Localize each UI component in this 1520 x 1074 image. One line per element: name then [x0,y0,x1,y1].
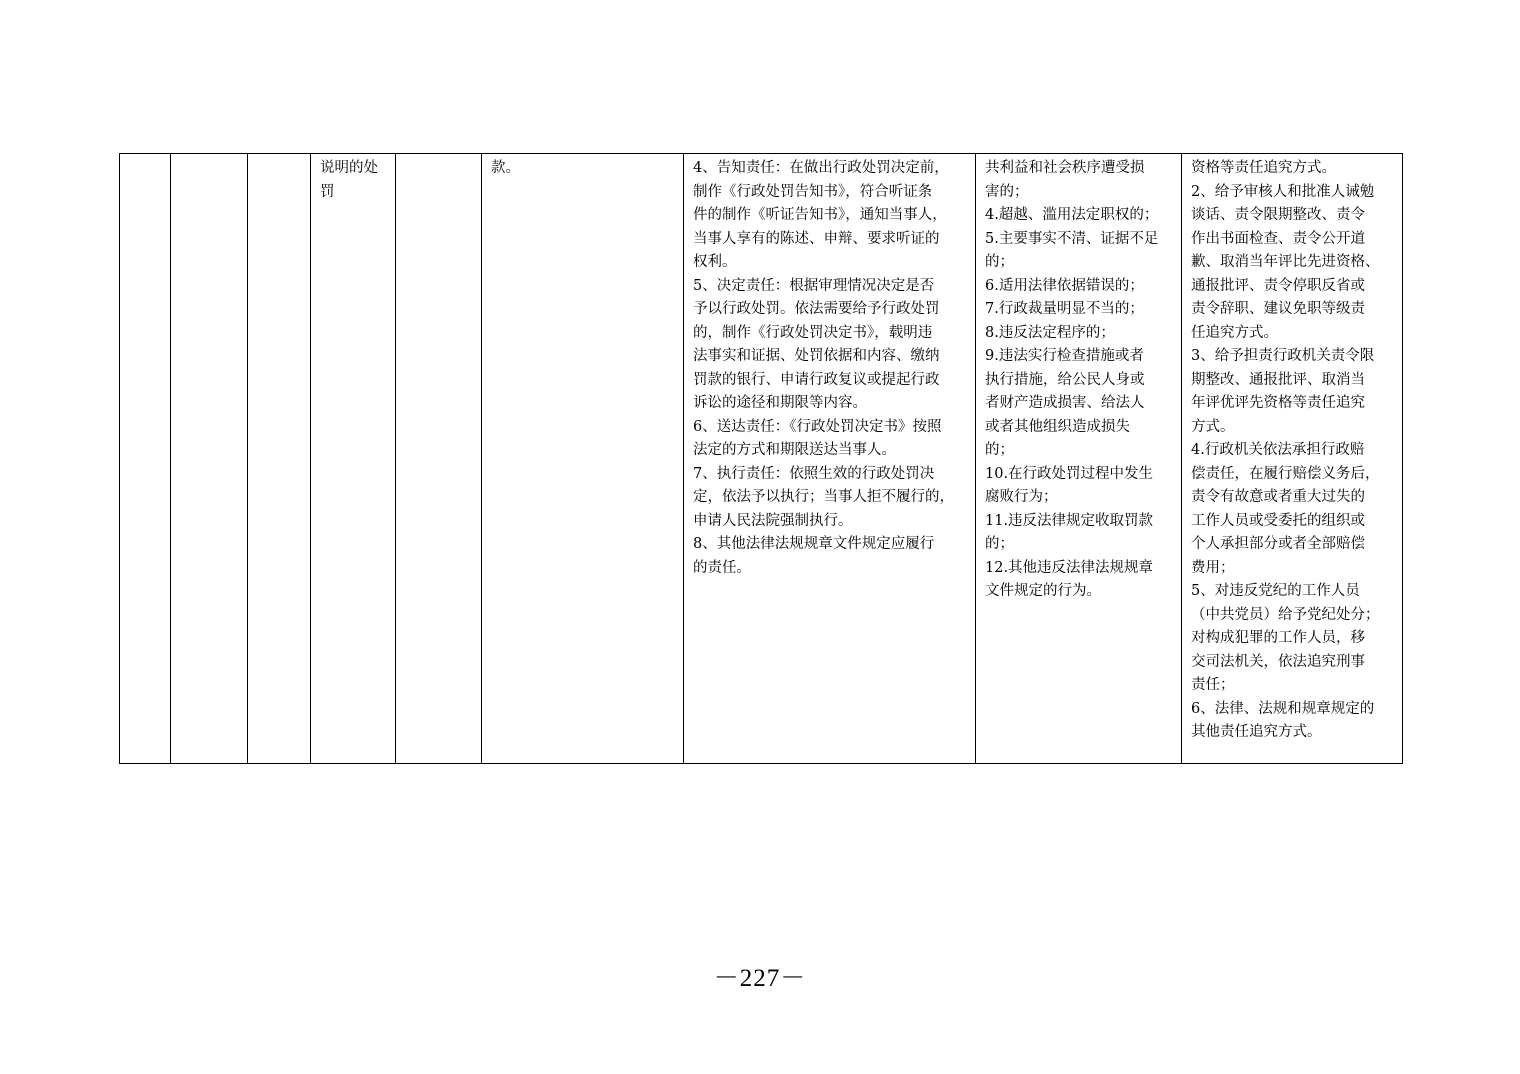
text-line: 责令辞职、建议免职等级责 [1191,301,1365,317]
text-line: 法事实和证据、处罚依据和内容、缴纳 [693,348,940,364]
text-line: 5.主要事实不清、证据不足 [985,230,1159,247]
table-cell-col4: 说明的处罚 [311,154,396,764]
text-line: 2、给予审核人和批准人诫勉 [1191,183,1375,200]
text-line: 腐败行为； [985,489,1058,505]
text-line: 费用； [1191,559,1235,576]
text-line: 文件规定的行为。 [985,583,1101,599]
text-line: 予以行政处罚。依法需要给予行政处罚 [693,301,940,317]
table-cell-col9 [1182,154,1403,764]
text-line: 害的； [985,183,1029,200]
text-line: 的，制作《行政处罚决定书》，载明违 [693,324,933,341]
text-line: 5、对违反党纪的工作人员 [1191,583,1360,599]
text-line: 8、其他法律法规规章文件规定应履行 [693,536,935,552]
text-line: 4、告知责任：在做出行政处罚决定前， [693,160,949,176]
text-line: （中共党员）给予党纪处分； [1191,606,1380,623]
text-line: 8.违反法定程序的； [985,324,1115,341]
text-line: 交司法机关，依法追究刑事 [1191,653,1365,670]
text-line: 歉、取消当年评比先进资格、 [1191,254,1380,270]
text-line: 件的制作《听证告知书》，通知当事人， [693,207,947,223]
text-line: 的责任。 [693,559,751,576]
table-cell-col1 [120,154,171,764]
text-line: 共利益和社会秩序遭受损 [985,160,1145,176]
text-line: 12.其他违反法律法规规章 [985,559,1154,576]
text-line: 资格等责任追究方式。 [1191,160,1336,176]
table-cell-col8 [976,154,1182,764]
text-line: 4.行政机关依法承担行政赔 [1191,442,1365,458]
page-number: －227－ [713,965,807,992]
text-line: 执行措施，给公民人身或 [985,371,1145,388]
text-line: 通报批评、责令停职反省或 [1191,277,1365,294]
text-line: 4.超越、滥用法定职权的； [985,207,1159,223]
text-line: 期整改、通报批评、取消当 [1191,371,1365,388]
text-line: 年评优评先资格等责任追究 [1191,395,1365,411]
text-line: 作出书面检查、责令公开道 [1191,230,1365,247]
table-cell-col5 [396,154,482,764]
text-line: 6.适用法律依据错误的； [985,277,1144,294]
text-line: 9.违法实行检查措施或者 [985,348,1144,364]
text-line: 的； [985,442,1014,458]
text-line: 方式。 [1191,418,1235,435]
text-line: 对构成犯罪的工作人员，移 [1191,630,1365,646]
text-line: 10.在行政处罚过程中发生 [985,465,1154,482]
text-line: 者财产造成损害、给法人 [985,395,1145,411]
table-cell-col2 [171,154,248,764]
text-line: 其他责任追究方式。 [1191,724,1322,740]
text-line: 定，依法予以执行；当事人拒不履行的， [693,489,954,505]
text-line: 谈话、责令限期整改、责令 [1191,207,1365,223]
text-line: 的； [985,536,1014,552]
text-line: 制作《行政处罚告知书》，符合听证条 [693,183,933,200]
table-cell-col6: 款。 [482,154,684,764]
text-line: 责令有故意或者重大过失的 [1191,489,1365,505]
text-line: 责任； [1191,677,1235,693]
text-line: 权利。 [693,254,737,270]
text-line: 5、决定责任：根据审理情况决定是否 [693,277,935,294]
text-line: 或者其他组织造成损失 [985,418,1130,435]
text-line: 诉讼的途径和期限等内容。 [693,395,867,411]
text-line: 任追究方式。 [1191,324,1278,341]
text-line: 当事人享有的陈述、申辩、要求听证的 [693,230,940,247]
text-line: 偿责任，在履行赔偿义务后， [1191,465,1380,482]
text-line: 申请人民法院强制执行。 [693,512,853,529]
text-line: 罚款的银行、申请行政复议或提起行政 [693,371,940,388]
text-line: 6、法律、法规和规章规定的 [1191,700,1375,717]
text-line: 11.违反法律规定收取罚款 [985,512,1154,529]
text-line: 个人承担部分或者全部赔偿 [1191,536,1365,552]
table-cell-col7 [684,154,976,764]
text-line: 7.行政裁量明显不当的； [985,301,1144,317]
text-line: 3、给予担责行政机关责令限 [1191,348,1375,364]
text-line: 法定的方式和期限送达当事人。 [693,442,896,458]
table-row [120,154,1403,764]
text-line: 7、执行责任：依照生效的行政处罚决 [693,465,935,482]
table-cell-col3 [248,154,311,764]
text-line: 的； [985,254,1014,270]
text-line: 6、送达责任：《行政处罚决定书》按照 [693,418,942,435]
document-table [119,153,1403,764]
text-line: 工作人员或受委托的组织或 [1191,512,1365,529]
